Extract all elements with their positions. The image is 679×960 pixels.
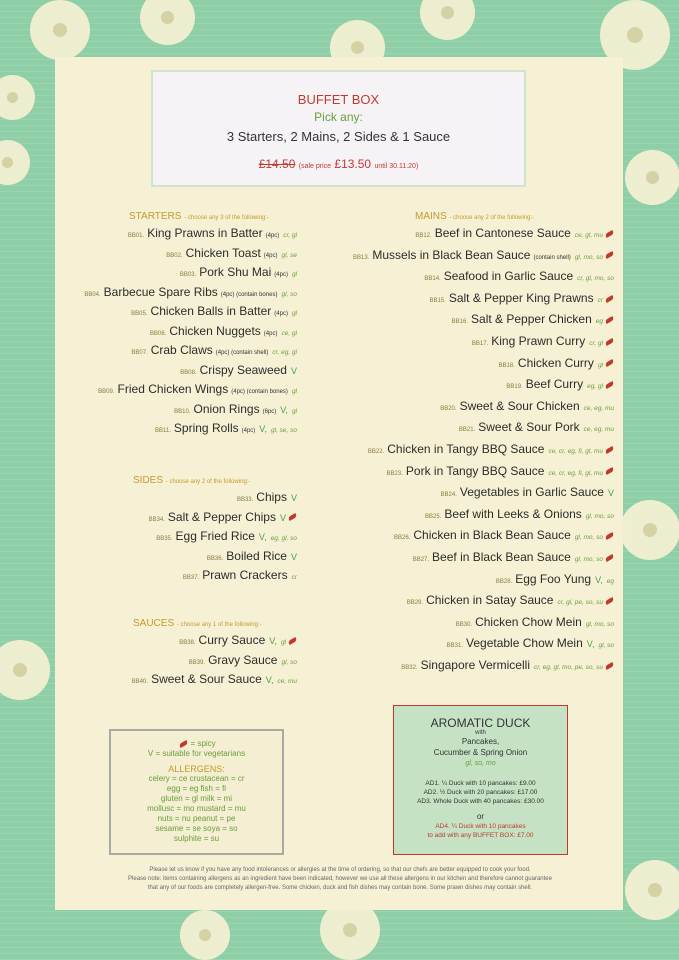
menu-item [237,490,297,507]
duck-addon-2: to add with any BUFFET BOX: £7.00 [427,832,534,839]
item-allergens: gl, mo, so [585,620,614,628]
duck-allergens: gl, so, mo [465,760,496,767]
item-allergens: eg, gl [587,383,603,391]
item-code: BB11. [155,428,171,434]
item-allergens: gl, se [281,251,297,259]
duck-price: AD3. Whole Duck with 40 pancakes: £30.00 [417,798,544,805]
item-code: BB06. [150,330,167,337]
item-name: Sweet & Sour Pork [478,420,580,435]
item-code: BB13. [353,254,370,261]
chili-icon [605,316,615,324]
item-allergens: eg [595,318,603,326]
item-allergens: gl, se, so [270,427,297,434]
item-allergens: ce, gl [281,329,297,337]
menu-item [459,420,614,437]
item-allergens: cr, gl [283,232,297,239]
item-name: Chicken Toast [185,245,261,260]
item-code: BB15. [429,297,446,304]
item-name: Beef Curry [525,377,584,392]
item-name: Gravy Sauce [208,652,278,667]
chili-icon [179,740,189,748]
chili-icon [605,230,615,238]
item-code: BB35. [156,536,173,542]
menu-item [353,248,614,265]
item-code: BB36. [206,555,224,562]
item-name: Crispy Seaweed [199,362,287,377]
sides-heading [133,475,251,486]
menu-item [131,343,297,360]
price-line [153,157,524,171]
item-allergens: gl, so [281,290,297,298]
chili-icon [605,554,615,562]
item-code: BB21. [458,427,476,434]
legend-box [109,729,284,855]
footer-line-3: that any of our foods are completely allergen-free. Some chicken, duck and fish dishes may contain bone. Some prawn dishes may contain shell. [147,885,533,891]
item-code: BB16. [451,319,469,326]
aromatic-duck-box [393,705,568,855]
item-portion: (4pc) [241,428,256,434]
menu-item [98,382,297,399]
duck-title: AROMATIC DUCK [430,716,531,730]
vegetarian-mark: V [290,493,297,503]
item-allergens: gl, mo, so [574,556,603,563]
menu-item [407,593,614,610]
item-portion: (contain shell) [533,254,571,261]
item-allergens: cr [597,296,603,304]
item-code: BB26. [394,535,411,542]
item-code: BB19. [506,384,523,391]
item-allergens: ce, cr, eg, fi, gl, mu [548,448,603,455]
item-code: BB25. [425,513,442,520]
chili-icon [605,251,615,259]
legend-spicy [111,739,282,749]
chili-icon [605,597,615,605]
menu-item [183,568,297,585]
duck-addon-1: AD4. ¼ Duck with 10 pancakes [435,823,526,830]
sauces-title: SAUCES [133,618,175,629]
allergen-row: sesame = se soya = so [155,824,238,833]
vegetarian-mark: V [290,551,297,562]
item-name: Barbecue Spare Ribs [103,284,218,299]
item-name: Beef with Leeks & Onions [444,506,582,521]
item-code: BB39. [188,659,206,666]
buffet-box-title: BUFFET BOX [297,92,380,107]
item-code: BB02. [166,252,183,259]
menu-item [415,226,614,243]
item-portion: (4pc) [265,233,280,239]
item-name: Onion Rings [193,401,260,416]
mains-title: MAINS [415,211,447,222]
item-portion: (6pc) [262,408,277,415]
vegetarian-mark: V [607,488,614,499]
vegetarian-mark: V, [259,424,267,434]
old-price: £14.50 [258,157,296,171]
menu-item [180,265,297,282]
item-code: BB30. [455,621,473,628]
item-name: Beef in Cantonese Sauce [434,226,571,240]
item-code: BB14. [424,276,441,283]
chili-icon [288,637,298,645]
item-allergens: gl [597,361,603,369]
allergen-row: celery = ce crustacean = cr [148,774,245,783]
chili-icon [605,338,615,346]
item-allergens: eg, gl, so [270,535,297,542]
menu-item [499,356,614,373]
item-name: Egg Foo Yung [515,571,592,586]
item-name: Pork Shu Mai [199,265,272,279]
item-allergens: cr, gl [589,340,603,347]
item-allergens: gl, so [598,642,614,650]
item-portion: (4pc) [263,252,278,259]
duck-line2: Cucumber & Spring Onion [433,748,528,757]
chili-icon [605,467,615,475]
item-name: Chicken in Black Bean Sauce [413,528,571,543]
item-name: Egg Fried Rice [175,529,255,543]
menu-item [174,402,297,419]
sides-title: SIDES [133,475,164,486]
duck-price-list [394,779,567,806]
item-allergens: ce, gl, mu [574,232,603,239]
allergen-row: sulphite = su [173,834,220,843]
item-name: Chicken in Tangy BBQ Sauce [387,442,545,456]
menu-item [452,312,614,329]
vegetarian-mark: V [279,512,286,523]
sides-note: - choose any 2 of the following:- [165,479,251,485]
menu-item [429,291,614,308]
menu-item [424,269,614,286]
chili-icon [605,532,615,540]
vegetarian-mark: V, [280,404,288,415]
duck-line1: Pancakes, [461,737,500,746]
allergens-title: ALLERGENS: [168,764,225,774]
item-allergens: cr, eg, gl, mo, pe, so, su [533,664,603,671]
item-name: Curry Sauce [198,633,266,647]
item-code: BB03. [179,272,197,278]
item-portion: (4pc) [274,311,288,317]
menu-item [132,672,297,689]
item-code: BB18. [498,362,515,369]
item-name: Pork in Tangy BBQ Sauce [405,463,545,478]
item-code: BB01. [127,233,145,239]
item-name: Boiled Rice [226,548,287,563]
item-portion: (4pc) (contain shell) [215,350,269,356]
item-code: BB40. [131,679,149,685]
duck-or: or [476,812,485,821]
allergen-rows [111,774,282,844]
item-name: Chicken in Satay Sauce [426,593,554,608]
menu-item [180,363,297,380]
item-name: Chicken Curry [517,355,594,370]
item-code: BB05. [131,311,148,317]
item-allergens: gl, mo, so [574,534,603,542]
item-name: Vegetables in Garlic Sauce [459,485,604,500]
item-code: BB31. [446,643,464,650]
menu-item [166,246,297,263]
chili-icon [605,381,615,389]
item-name: Sweet & Sour Sauce [151,672,262,686]
item-code: BB04. [84,291,101,298]
item-allergens: ce, eg, mu [583,404,614,412]
menu-item [179,633,297,650]
item-code: BB37. [182,575,200,581]
footer-line-2: Please note: items containing allergens as an ingredient have been indicated, however we use all these allergens in our kitchen and therefore cannot guarantee [128,876,552,882]
item-name: Seafood in Garlic Sauce [443,269,574,284]
item-name: Vegetable Chow Mein [466,636,583,651]
menu-item [84,285,297,302]
menu-item [155,421,297,438]
item-name: King Prawn Curry [491,334,586,348]
item-code: BB20. [440,405,457,412]
vegetarian-mark: V, [595,574,603,585]
item-name: Prawn Crackers [202,568,288,582]
starters-title: STARTERS [129,211,182,222]
vegetarian-mark: V, [265,675,274,685]
menu-item [413,550,614,567]
menu-item [128,226,297,243]
item-name: Beef in Black Bean Sauce [432,550,571,564]
vegetarian-mark: V, [269,636,277,646]
item-code: BB34. [148,516,165,523]
item-allergens: eg [606,577,614,585]
menu-item [496,572,614,589]
item-name: Sweet & Sour Chicken [459,398,580,413]
item-code: BB07. [131,350,148,356]
item-code: BB29. [406,600,424,607]
item-portion: (4pc) (contain bones) [231,389,288,395]
menu-item [456,615,614,632]
item-name: Chips [256,490,287,504]
item-name: Spring Rolls [173,421,239,435]
menu-item [425,507,614,524]
item-allergens: cr, gl, mo, so [577,275,614,283]
item-name: Crab Claws [150,343,213,357]
item-portion: (4pc) [263,330,278,337]
item-allergens: gl, so [281,658,297,666]
item-code: BB10. [174,408,191,415]
item-allergens: gl, mo, so [574,253,603,261]
menu-item [506,377,614,394]
item-code: BB08. [180,369,197,376]
duck-price: AD1. ¼ Duck with 10 pancakes: £9.00 [425,780,536,787]
menu-item [440,399,614,416]
item-code: BB17. [471,341,489,347]
sauces-heading [133,618,262,629]
mains-note: - choose any 2 of the following:- [449,215,535,221]
menu-item [368,442,614,459]
item-portion: (4pc) [274,272,288,278]
allergen-row: gluten = gl milk = mi [160,794,233,803]
chili-icon [605,359,615,367]
item-allergens: cr, gl, pe, so, su [557,599,603,607]
item-allergens: gl [291,388,297,395]
menu-item [441,485,614,502]
starters-note: - choose any 3 of the following:- [184,215,269,221]
chili-icon [605,662,615,670]
menu-item [150,324,297,341]
item-name: Chicken Nuggets [169,323,261,338]
sale-label: (sale price [298,163,332,170]
footer-line-1: Please let us know if you have any food intolerances or allergies at the time of ordering, so that our chefs are better equipped to cook your food. [149,867,531,873]
sale-until: until 30.11.20) [374,163,419,170]
chili-icon [605,446,615,454]
item-allergens: gl [291,407,297,415]
menu-item [401,658,614,675]
menu-item [156,529,297,546]
buffet-box-header [151,70,526,187]
vegetarian-mark: V, [258,532,267,542]
allergen-row: mollusc = mo mustard = mu [147,804,246,813]
item-name: Singapore Vermicelli [420,658,530,672]
item-allergens: gl [291,271,297,278]
vegetarian-mark: V, [586,639,595,650]
item-code: BB24. [440,492,457,499]
allergen-row: egg = eg fish = fi [166,784,227,793]
duck-price: AD2. ½ Duck with 20 pancakes: £17.00 [423,789,538,796]
chili-icon [288,513,298,521]
vegetarian-mark: V [290,365,297,376]
allergen-row: nuts = nu peanut = pe [157,814,236,823]
item-name: King Prawns in Batter [147,226,263,240]
new-price: £13.50 [334,157,372,171]
item-name: Fried Chicken Wings [117,382,229,396]
duck-with: with [475,730,486,736]
buffet-box-description: 3 Starters, 2 Mains, 2 Sides & 1 Sauce [226,129,451,144]
pick-any-label: Pick any: [314,110,363,124]
item-code: BB12. [415,233,432,239]
item-name: Salt & Pepper Chicken [471,312,592,327]
item-name: Mussels in Black Bean Sauce [372,247,531,262]
starters-heading [129,211,269,222]
item-portion: (4pc) (contain bones) [220,291,278,298]
item-name: Chicken Balls in Batter [150,304,272,318]
item-code: BB27. [412,557,430,563]
item-name: Salt & Pepper Chips [167,509,276,524]
item-allergens: gl [291,310,297,317]
chili-icon [605,295,615,303]
item-allergens: cr [291,574,297,581]
menu-item [189,653,297,670]
item-name: Chicken Chow Mein [475,614,582,629]
sauces-note: - choose any 1 of the following:- [176,622,262,628]
item-code: BB09. [98,389,115,395]
item-code: BB33. [236,497,254,503]
menu-item [149,510,297,527]
item-allergens: gl, mo, so [585,512,614,520]
item-allergens: ce, mu [277,678,297,685]
item-code: BB38. [179,640,196,646]
legend-veg: V = suitable for vegetarians [147,749,246,758]
menu-item [207,549,297,566]
mains-heading [415,211,534,222]
item-code: BB28. [495,578,513,585]
legend-spicy-text: = spicy [190,739,216,748]
footer-note [100,866,580,893]
item-allergens: ce, cr, eg, fi, gl, mu [548,469,603,477]
item-code: BB23. [386,470,403,477]
menu-item [131,304,297,321]
item-allergens: gl [280,639,286,646]
item-name: Salt & Pepper King Prawns [448,290,594,305]
menu-item [447,636,614,653]
menu-item [387,464,614,481]
menu-item [394,528,614,545]
menu-item [472,334,614,351]
item-code: BB32. [401,665,418,671]
item-allergens: cr, eg, gl [272,349,297,356]
item-code: BB22. [367,449,385,455]
item-allergens: ce, eg, mu [583,426,614,434]
